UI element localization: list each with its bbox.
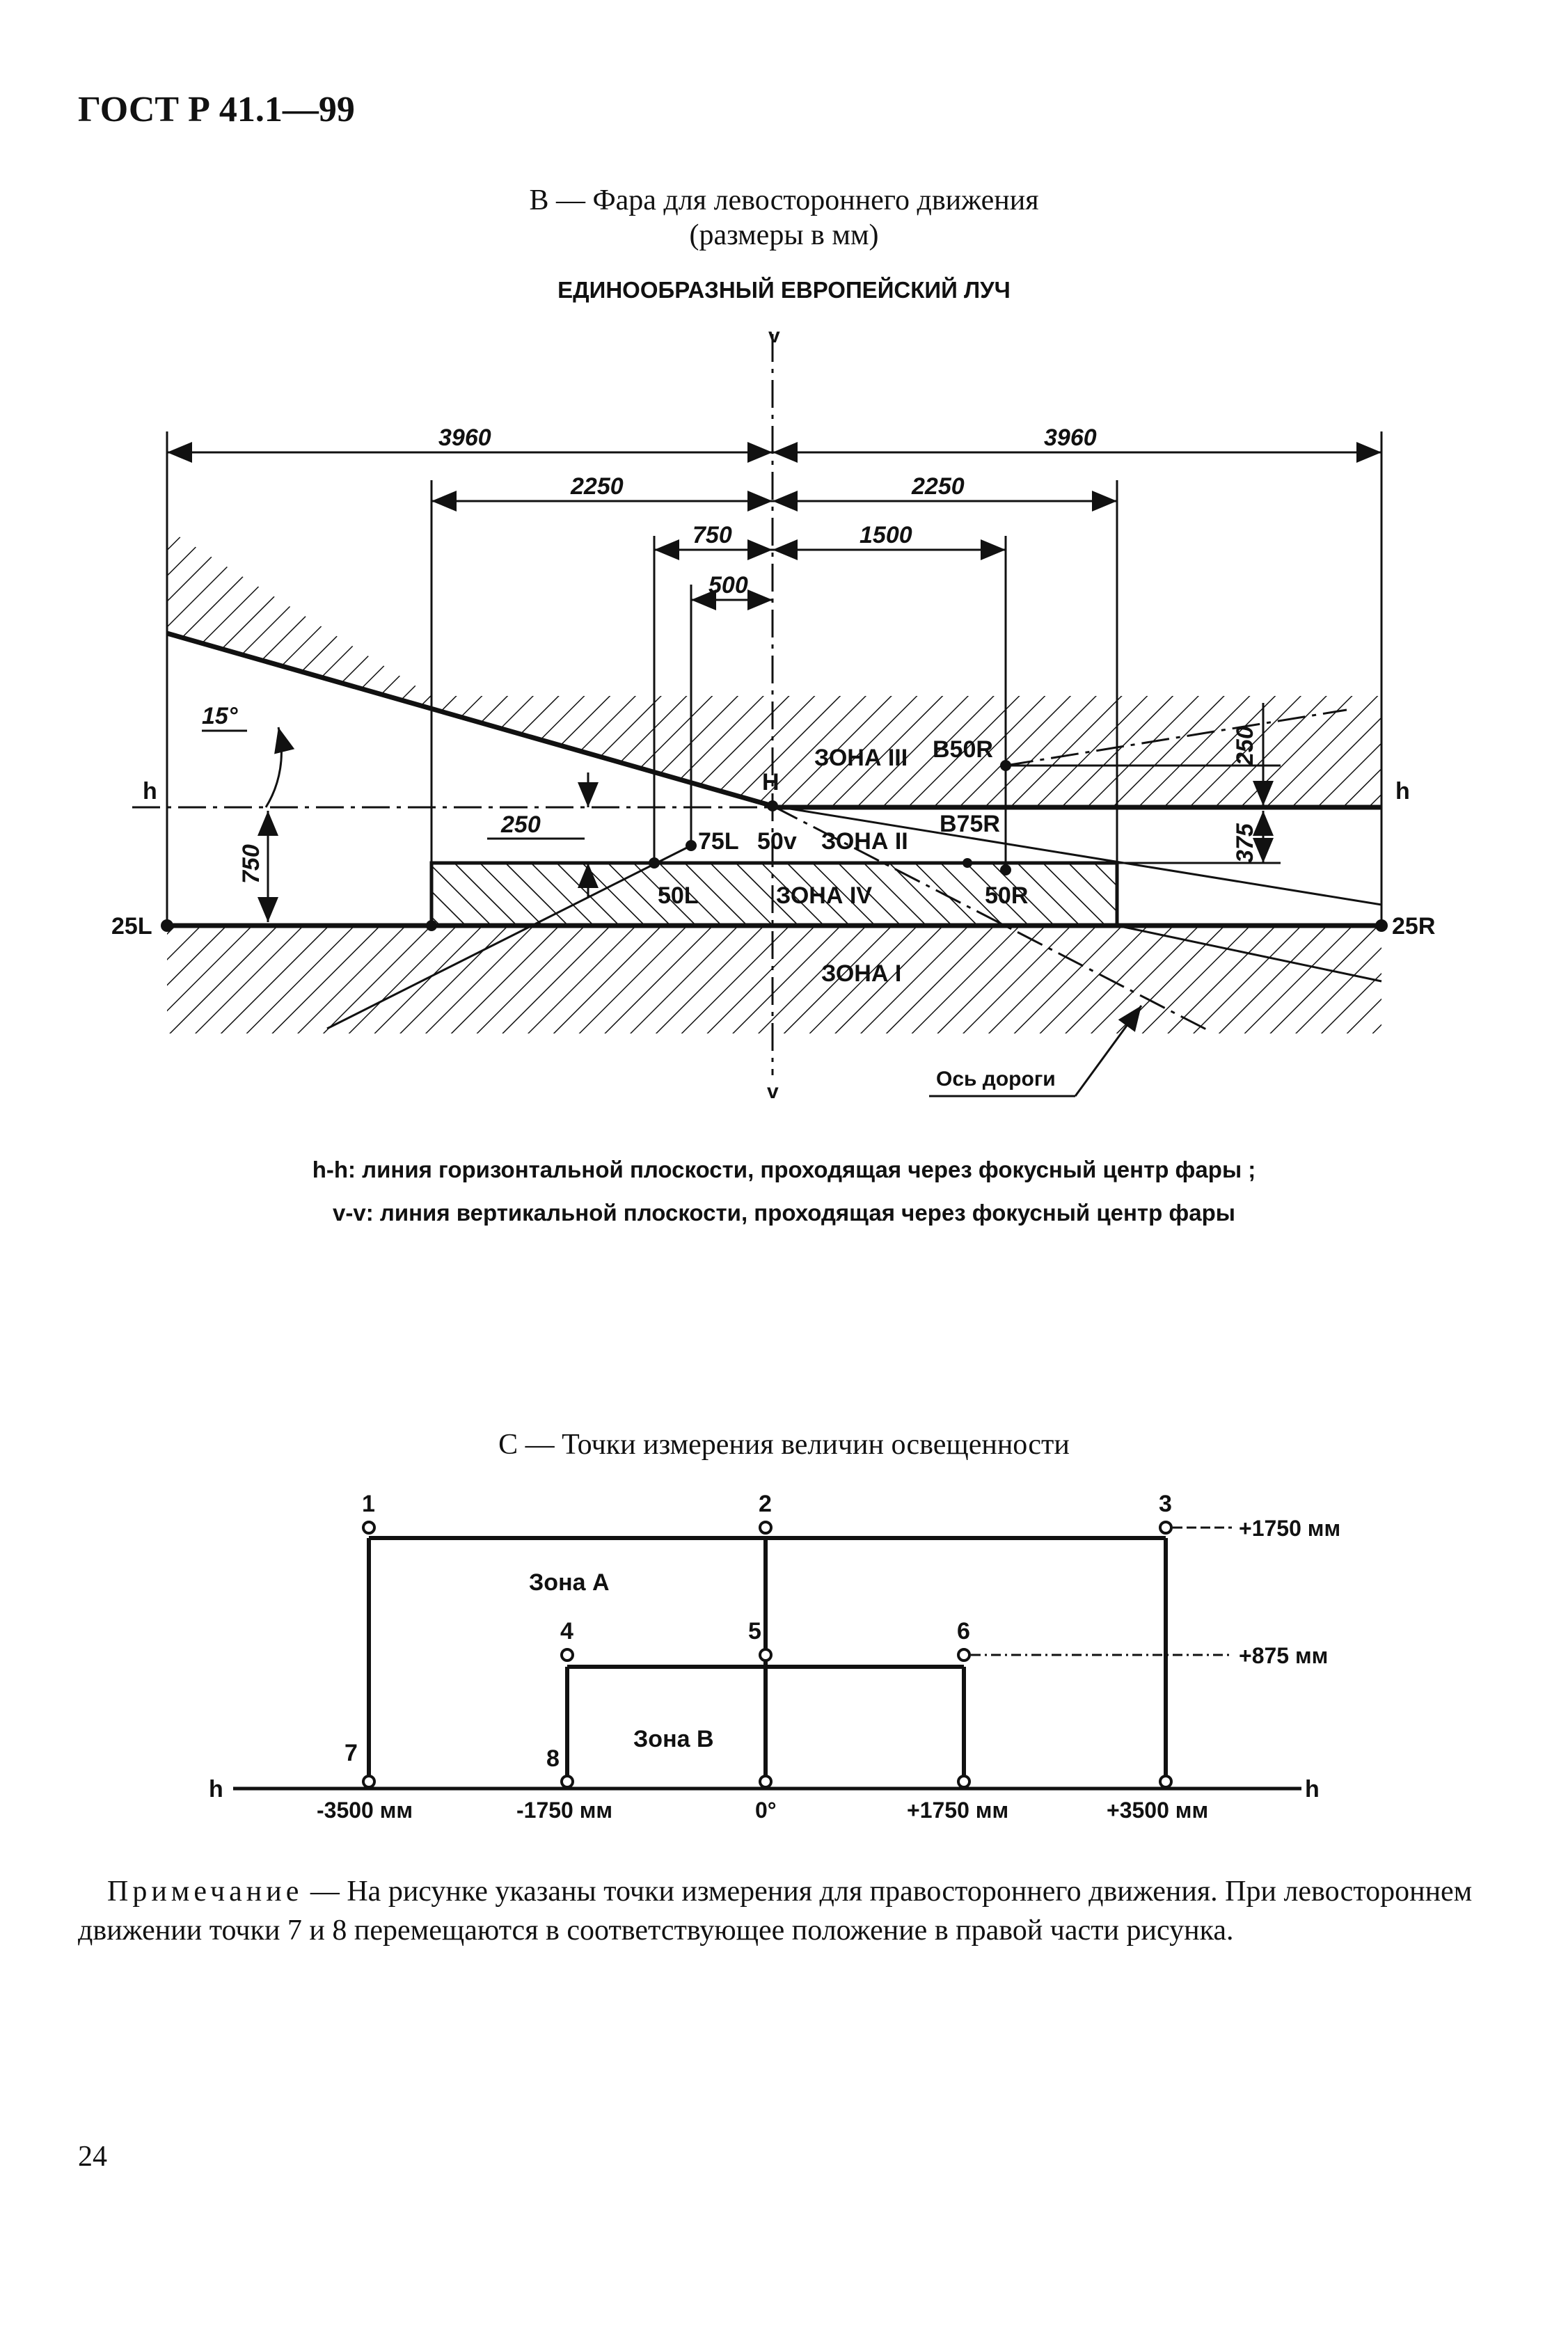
point-50l-label: 50L xyxy=(658,882,699,909)
zone-ii-label: ЗОНА II xyxy=(821,828,908,855)
dim-500: 500 xyxy=(708,572,748,599)
legend-h: h-h: линия горизонтальной плоскости, проходящая через фокусный центр фары ; xyxy=(312,1157,1256,1182)
point-75l-label: 75L xyxy=(698,828,739,855)
point-25r-label: 25R xyxy=(1392,913,1436,940)
axis-h-right-label: h xyxy=(1395,778,1410,805)
dim-750-top: 750 xyxy=(692,522,732,548)
point-25l-dot xyxy=(161,919,173,932)
point-25r-dot xyxy=(1375,919,1388,932)
document-header: ГОСТ Р 41.1—99 xyxy=(78,90,355,129)
point-b75r-dot xyxy=(963,858,972,868)
axis-v-bottom-label: v xyxy=(767,1080,779,1103)
figure-c-point-5: 5 xyxy=(748,1618,761,1644)
figure-c-zone-b: Зона В xyxy=(633,1726,714,1752)
page-number: 24 xyxy=(78,2141,107,2173)
dim-3960-right: 3960 xyxy=(1044,425,1097,451)
axis-h-left-label: h xyxy=(143,778,157,805)
legend-v: v-v: линия вертикальной плоскости, проходящая через фокусный центр фары xyxy=(333,1200,1235,1226)
figure-c-axis-h-left: h xyxy=(209,1776,223,1802)
point-25l-label: 25L xyxy=(111,913,152,940)
figure-c-point-7: 7 xyxy=(345,1740,358,1766)
angle-arc xyxy=(266,727,281,807)
figure-c-x-label-2: -1750 мм xyxy=(516,1798,613,1823)
figure-c-point-3: 3 xyxy=(1159,1491,1172,1517)
figure-c-point-1: 1 xyxy=(362,1491,375,1517)
note xyxy=(78,1872,1498,1950)
figure-c-zone-a: Зона А xyxy=(529,1569,610,1596)
note-text: — На рисунке указаны точки измерения для правостороннего движения. При левостороннем движении точки 7 и 8 перемещаются в соответствующее положение в правой части рисунка. xyxy=(78,1876,1473,1947)
figure-c-x-label-4: +1750 мм xyxy=(907,1798,1009,1823)
angle-label: 15° xyxy=(202,703,238,729)
road-axis-label: Ось дороги xyxy=(936,1068,1056,1091)
figure-c-axis-h-right: h xyxy=(1305,1776,1320,1802)
figure-c-x-label-3: 0° xyxy=(755,1798,777,1823)
corner-dot xyxy=(426,920,437,931)
point-b75r-label: B75R xyxy=(940,811,1000,837)
point-50r-dot xyxy=(1000,864,1011,875)
figure-c-level-1750: +1750 мм xyxy=(1239,1516,1341,1541)
figure-c-point-2: 2 xyxy=(759,1491,772,1517)
dim-2250-left: 2250 xyxy=(571,473,624,500)
figure-c-x-label-5: +3500 мм xyxy=(1107,1798,1209,1823)
hatch-upper-left xyxy=(167,529,773,806)
dim-1500: 1500 xyxy=(860,522,912,548)
figure-c-level-875: +875 мм xyxy=(1239,1643,1329,1668)
point-h-dot xyxy=(767,800,778,811)
figure-c-x-label-1: -3500 мм xyxy=(317,1798,413,1823)
figure-b-legend xyxy=(0,1148,1568,1235)
figure-c-diagram xyxy=(233,1522,1301,1789)
dim-750-side: 750 xyxy=(238,844,264,884)
figure-b-name: ЕДИНООБРАЗНЫЙ ЕВРОПЕЙСКИЙ ЛУЧ xyxy=(557,277,1011,303)
figure-b-units: (размеры в мм) xyxy=(689,219,879,251)
axis-v-top-label: v xyxy=(768,324,780,347)
figure-c-title: С — Точки измерения величин освещенности xyxy=(498,1429,1070,1461)
zone-iii-label: ЗОНА III xyxy=(814,745,908,771)
dim-250-right: 250 xyxy=(1232,726,1258,766)
dim-250-left: 250 xyxy=(501,811,541,838)
dim-375: 375 xyxy=(1232,823,1258,863)
point-h-label: H xyxy=(762,769,779,795)
point-b50r-label: B50R xyxy=(933,736,993,763)
zone-i-label: ЗОНА I xyxy=(821,960,902,987)
point-50v-label: 50v xyxy=(757,828,797,855)
point-50r-label: 50R xyxy=(985,882,1029,909)
figure-c-point-6: 6 xyxy=(957,1618,970,1644)
point-50l-dot xyxy=(649,857,660,869)
point-75l-dot xyxy=(686,840,697,851)
dim-2250-right: 2250 xyxy=(912,473,965,500)
dim-3960-left: 3960 xyxy=(438,425,491,451)
figure-b-title: В — Фара для левостороннего движения xyxy=(529,184,1039,216)
note-label: Примечание xyxy=(107,1876,303,1908)
figure-c-point-8: 8 xyxy=(546,1745,560,1772)
point-b50r-dot xyxy=(1000,760,1011,771)
figure-c-point-4: 4 xyxy=(560,1618,573,1644)
zone-iv-label: ЗОНА IV xyxy=(776,882,872,909)
